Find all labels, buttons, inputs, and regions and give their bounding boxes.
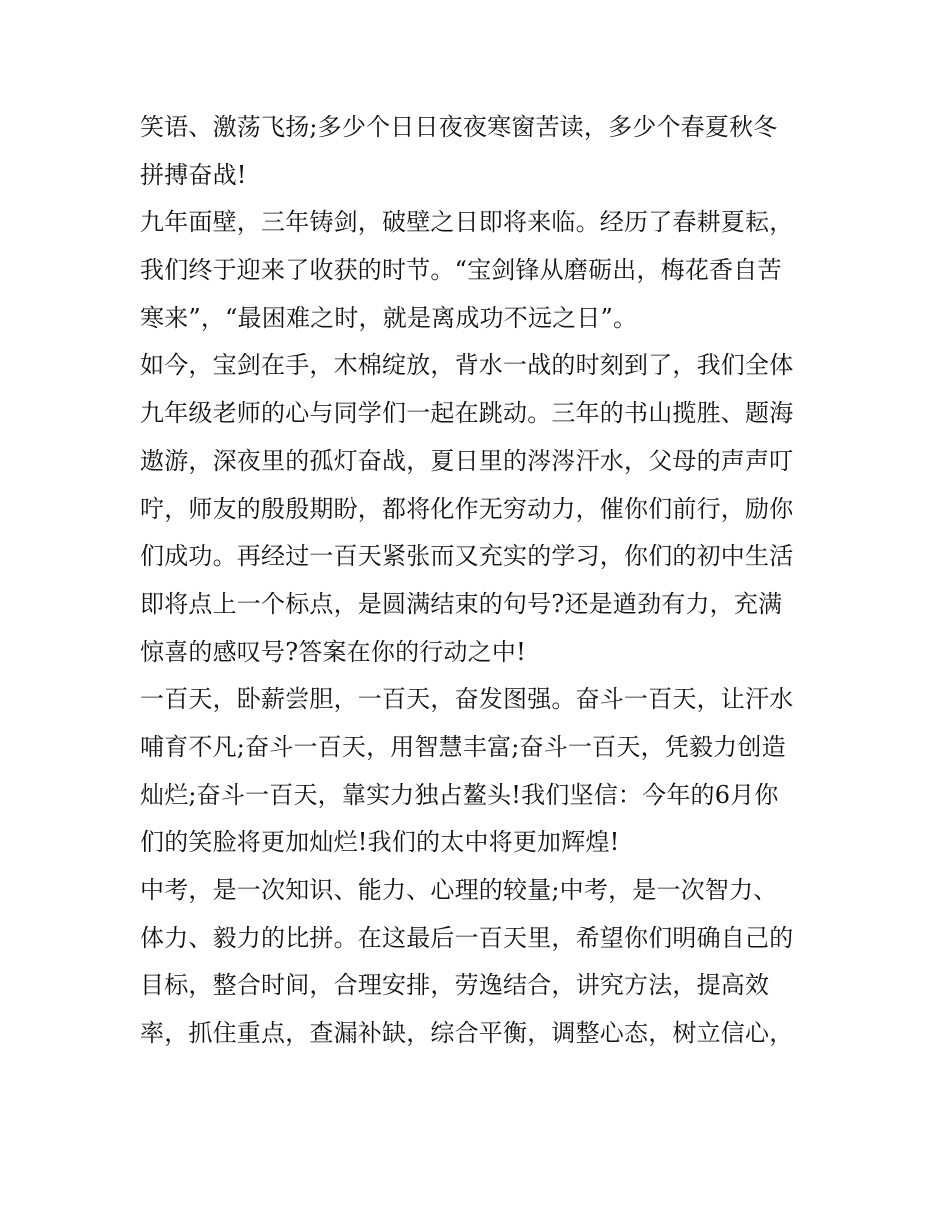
text-line: 咛，师友的殷殷期盼，都将化作无穷动力，催你们前行，励你 [140,494,794,523]
document-body [140,104,820,1058]
text-line: 我们终于迎来了收获的时节。“宝剑锋从磨砺出，梅花香自苦 [140,256,782,285]
text-line: 惊喜的感叹号?答案在你的行动之中! [140,637,526,666]
text-line: 哺育不凡;奋斗一百天，用智慧丰富;奋斗一百天，凭毅力创造 [140,732,786,761]
text-line: 中考，是一次知识、能力、心理的较量;中考，是一次智力、 [140,876,778,904]
text-line: 们成功。再经过一百天紧张而又充实的学习，你们的初中生活 [140,542,794,571]
text-line: 一百天，卧薪尝胆，一百天，奋发图强。奋斗一百天，让汗水 [140,685,794,714]
text-line: 如今，宝剑在手，木棉绽放，背水一战的时刻到了，我们全体 [140,351,794,380]
text-line: 拼搏奋战! [140,160,247,189]
text-line: 九年级老师的心与同学们一起在跳动。三年的书山揽胜、题海 [140,399,794,428]
text-line: 即将点上一个标点，是圆满结束的句号?还是遒劲有力，充满 [140,589,783,618]
text-line: 九年面壁，三年铸剑，破壁之日即将来临。经历了春耕夏耘， [140,208,794,237]
text-line: 率，抓住重点，查漏补缺，综合平衡，调整心态，树立信心， [140,1019,794,1048]
text-line: 遨游，深夜里的孤灯奋战，夏日里的涔涔汗水，父母的声声叮 [140,446,794,475]
text-line: 灿烂;奋斗一百天，靠实力独占鳌头!我们坚信：今年的6月你 [140,780,779,809]
text-line: 目标，整合时间，合理安排，劳逸结合，讲究方法，提高效 [140,971,770,1000]
text-line: 们的笑脸将更加灿烂!我们的太中将更加辉煌! [140,828,620,857]
text-line: 笑语、激荡飞扬;多少个日日夜夜寒窗苦读，多少个春夏秋冬 [140,113,778,141]
text-line: 寒来”，“最困难之时，就是离成功不远之日”。 [140,303,638,332]
text-line: 体力、毅力的比拼。在这最后一百天里，希望你们明确自己的 [140,923,794,952]
